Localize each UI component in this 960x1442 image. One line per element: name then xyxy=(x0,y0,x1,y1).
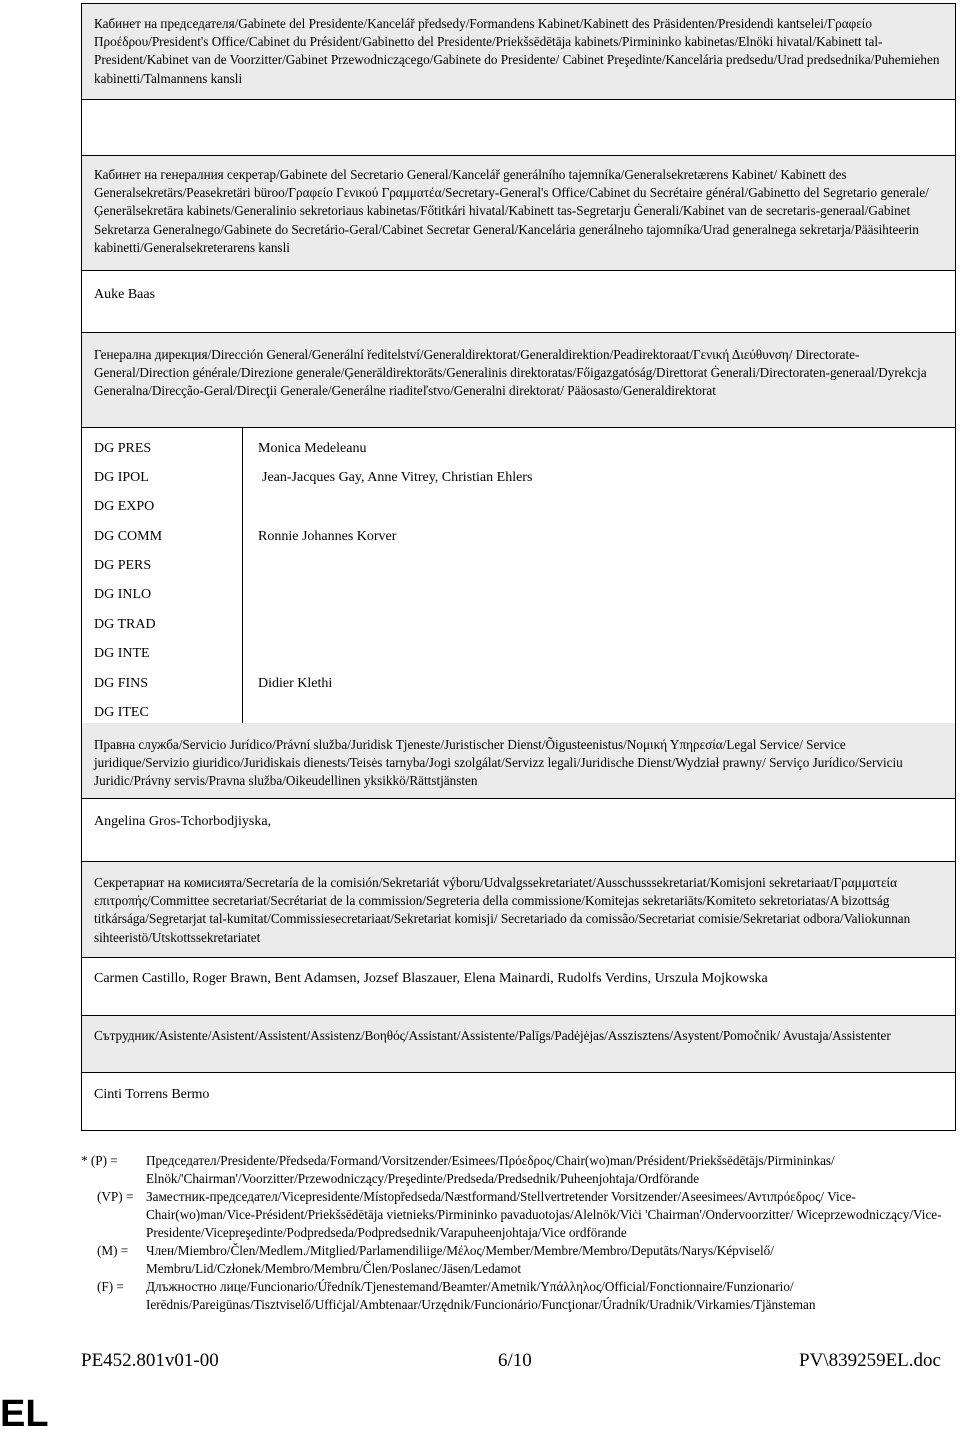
dg-names-fins: Didier Klethi xyxy=(258,676,333,691)
footnote-text: Длъжностно лице/Funcionario/Úředník/Tjenestemand/Beamter/Ametnik/Υπάλληλος/Official/Fonctionnaire/Funzionario/ Ierēdnis/Pareigūnas/Tisztviselő/Uffiċjal/Ambtenaar/Urzędnik/Funcionário/Funcţionar/Úradník/Uradnik/Virkamies/Tjänsteman xyxy=(146,1279,816,1312)
language-code: EL xyxy=(0,1393,49,1435)
dg-code-expo: DG EXPO xyxy=(94,499,155,514)
committee-secretariat-names: Carmen Castillo, Roger Brawn, Bent Adamsen, Jozsef Blaszauer, Elena Mainardi, Rudolfs Verdins, Urszula Mojkowska xyxy=(82,958,955,1016)
dg-code-fins: DG FINS xyxy=(94,676,149,691)
footnote-text: Председател/Presidente/Předseda/Formand/Vorsitzender/Esimees/Πρόεδρος/Chair(wo)man/Président/Priekšsēdētājs/Pirmininkas/ Elnök/'Chairman'/Voorzitter/Przewodniczący/Preşedinte/Predseda/Predsednik/Puheenjohtaja/Ordförande xyxy=(146,1153,835,1186)
footnotes xyxy=(81,1152,959,1314)
dg-names-ipol: Jean-Jacques Gay, Anne Vitrey, Christian Ehlers xyxy=(262,470,533,485)
footnote-member xyxy=(81,1242,959,1278)
committee-secretariat-header: Секретариат на комисията/Secretaría de la comisión/Sekretariát výboru/Udvalgssekretariatet/Ausschusssekretariat/Komisjoni sekretariaat/Γραμματεία επιτροπής/Committee secretariat/Secrétariat de la commission/Segreteria della commissione/Komitejas sekretariāts/Komiteto sekretoriatas/A bizottság titkársága/Segretarjat tal-kumitat/Commissiesecretariaat/Sekretariat komisji/ Secretariado da comissão/Secretariat comisie/Sekretariat odbora/Valiokunnan sihteeristö/Utskottssekretariatet xyxy=(82,862,955,958)
footnote-text: Заместник-председател/Vicepresidente/Místopředseda/Næstformand/Stellvertretender Vorsitzender/Aseesimees/Αντιπρόεδρος/ Vice-Chair(wo)man/Vice-Président/Priekšsēdētāja vietnieks/Pirmininko pavaduotojas/Alelnök/Viċi 'Chairman'/Ondervoorzitter/ Wiceprzewodniczący/Vice-Presidente/Vicepreşedinte/Podpredseda/Podpredsednik/Varapuheenjohtaja/Vice ordförande xyxy=(146,1189,942,1240)
dg-names-pres: Monica Medeleanu xyxy=(258,441,367,456)
dg-code-trad: DG TRAD xyxy=(94,617,156,632)
footer-doc-reference: PE452.801v01-00 xyxy=(81,1350,219,1371)
dg-table xyxy=(82,428,955,724)
assistant-header: Сътрудник/Asistente/Asistent/Assistent/Assistenz/Βοηθός/Assistant/Assistente/Palīgs/Padėjėjas/Asszisztens/Asystent/Pomočnik/ Avustaja/Assistenter xyxy=(82,1016,955,1073)
dg-code-itec: DG ITEC xyxy=(94,705,149,720)
legal-service-header: Правна служба/Servicio Jurídico/Právní služba/Juridisk Tjeneste/Juristischer Dienst/Õigusteenistus/Νομική Υπηρεσία/Legal Service/ Service juridique/Servizio giuridico/Juridiskais dienests/Teisės tarnyba/Jogi szolgálat/Servizz legali/Juridische Dienst/Wydział prawny/ Serviço Jurídico/Serviciu Juridic/Právny servis/Pravna služba/Oikeudellinen yksikkö/Rättstjänsten xyxy=(82,723,955,799)
footnote-mark: (F) = xyxy=(97,1279,124,1294)
document-table xyxy=(81,3,956,1131)
secretary-general-cabinet-header: Кабинет на генералния секретар/Gabinete del Secretario General/Kancelář generálního tajemníka/Generalsekretærens Kabinet/ Kabinett des Generalsekretärs/Peasekretäri büroo/Γραφείο Γενικού Γραμματέα/Secretary-General's Office/Cabinet du Secrétaire général/Gabinetto del Segretario generale/Ģenerālsekretāra kabinets/Generalinio sekretoriaus kabinetas/Főtitkári hivatal/Kabinett tas-Segretarju Ġenerali/Kabinet van de secretaris-generaal/Gabinet Sekretarza Generalnego/Gabinete do Secretário-Geral/Cabinet Secretar General/Kancelária generálneho tajomníka/Urad generalnega sekretarja/Pääsihteerin kabinetti/Generalsekreterarens kansli xyxy=(82,156,955,271)
footnote-president xyxy=(81,1152,959,1188)
president-cabinet-names xyxy=(82,100,955,156)
dg-code-comm: DG COMM xyxy=(94,529,163,544)
footnote-mark: (VP) = xyxy=(97,1189,134,1204)
footer-file-name: PV\839259EL.doc xyxy=(799,1350,941,1371)
dg-names-comm: Ronnie Johannes Korver xyxy=(258,529,397,544)
footer-page-number: 6/10 xyxy=(498,1350,532,1371)
directorate-general-header: Генерална дирекция/Dirección General/Generální ředitelství/Generaldirektorat/Generaldirektion/Peadirektoraat/Γενική Διεύθυνση/ Directorate-General/Direction générale/Direzione generale/Ģenerāldirektorāts/Generalinis direktoratas/Főigazgatóság/Direttorat Ġenerali/Directoraten-generaal/Dyrekcja Generalna/Direcção-Geral/Direcţii Generale/Generálne riaditeľstvo/Generalni direktorat/ Pääosasto/Generaldirektorat xyxy=(82,333,955,428)
dg-code-inte: DG INTE xyxy=(94,646,150,661)
dg-code-ipol: DG IPOL xyxy=(94,470,149,485)
secretary-general-cabinet-names: Auke Baas xyxy=(82,271,955,333)
legal-service-names: Angelina Gros-Tchorbodjiyska, xyxy=(82,799,955,862)
footnote-official xyxy=(81,1278,959,1314)
dg-code-pres: DG PRES xyxy=(94,441,152,456)
footnote-mark: * (P) = xyxy=(81,1153,118,1168)
dg-code-inlo: DG INLO xyxy=(94,587,152,602)
footnote-text: Член/Miembro/Člen/Medlem./Mitglied/Parlamendiliige/Μέλος/Member/Membre/Membro/Deputāts/Narys/Képviselő/ Membru/Lid/Członek/Membro/Membru/Člen/Poslanec/Jäsen/Ledamot xyxy=(146,1243,774,1276)
assistant-names: Cinti Torrens Bermo xyxy=(94,1087,210,1102)
footnote-mark: (M) = xyxy=(97,1243,129,1258)
footnote-vice-president xyxy=(81,1188,959,1242)
president-cabinet-header: Кабинет на председателя/Gabinete del Presidente/Kancelář předsedy/Formandens Kabinet/Kabinett des Präsidenten/Presidendi kantselei/Γραφείο Προέδρου/President's Office/Cabinet du Président/Gabinetto del Presidente/Priekšsēdētāja kabinets/Pirmininko kabinetas/Elnöki hivatal/Kabinett tal-President/Kabinet van de Voorzitter/Gabinet Przewodniczącego/Gabinete do Presidente/ Cabinet Preşedinte/Kancelária predsedu/Urad predsednika/Puhemiehen kabinetti/Talmannens kansli xyxy=(82,4,955,100)
dg-code-pers: DG PERS xyxy=(94,558,152,573)
